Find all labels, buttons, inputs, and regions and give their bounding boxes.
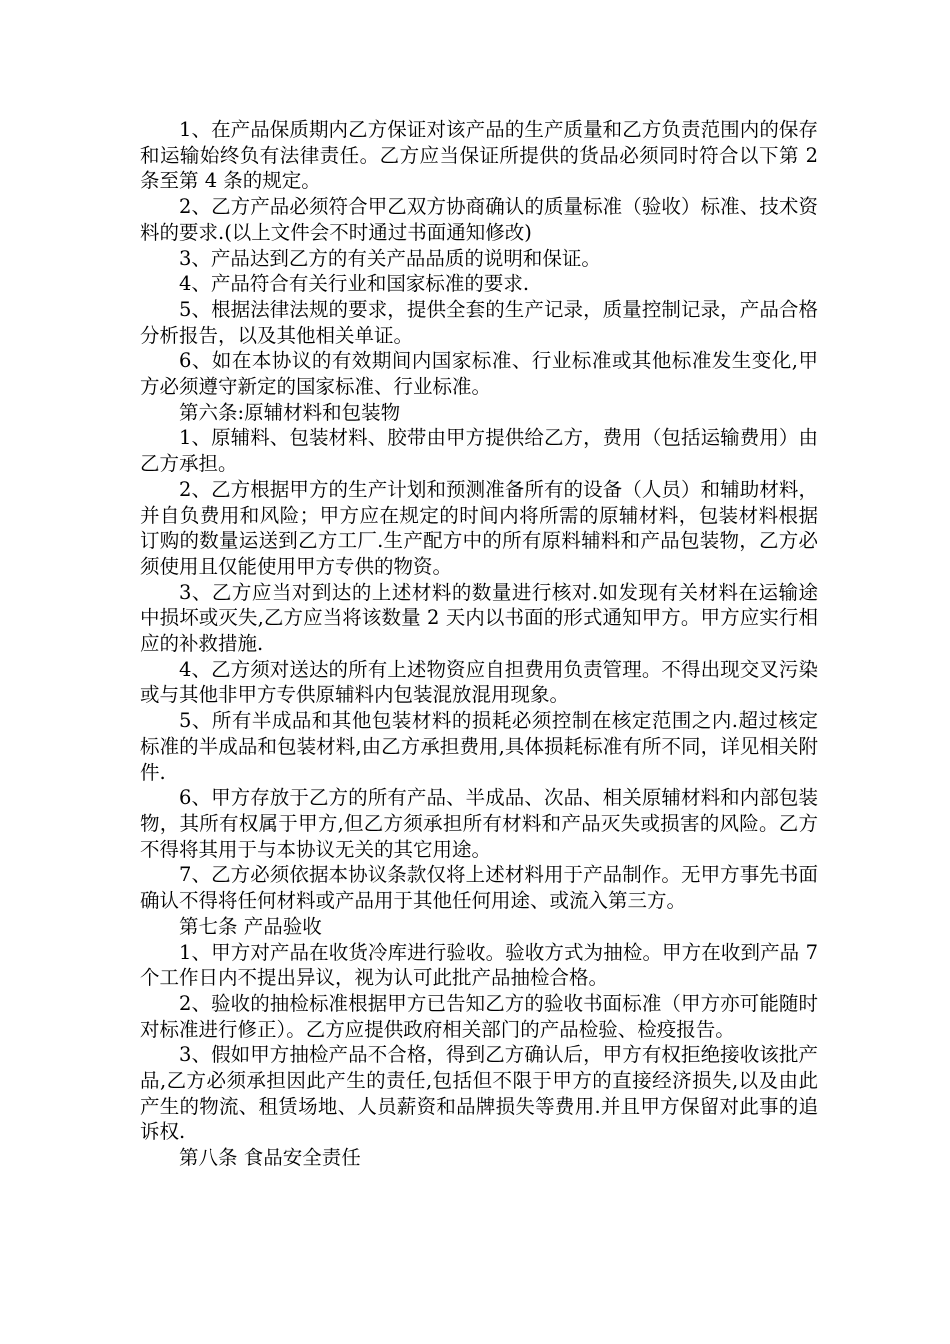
section-heading-6: 第六条:原辅材料和包装物 xyxy=(179,400,401,424)
clause-6-item-2: 2、乙方根据甲方的生产计划和预测准备所有的设备（人员）和辅助材料，并自负费用和风险；甲方应在规定的时间内将所需的原辅材料，包装材料根据订购的数量运送到乙方工厂.生产配方中的所有原料辅料和产品包装物，乙方必须使用且仅能使用甲方专供的物资。 xyxy=(140,477,818,578)
clause-7-item-2: 2、验收的抽检标准根据甲方已告知乙方的验收书面标准（甲方亦可能随时对标准进行修正）。乙方应提供政府相关部门的产品检验、检疫报告。 xyxy=(140,991,818,1041)
document-body xyxy=(140,117,818,1171)
clause-5-item-2: 2、乙方产品必须符合甲乙双方协商确认的质量标准（验收）标准、技术资料的要求.(以上文件会不时通过书面通知修改) xyxy=(140,195,818,244)
clause-5-item-6: 6、如在本协议的有效期间内国家标准、行业标准或其他标准发生变化,甲方必须遵守新定的国家标准、行业标准。 xyxy=(140,349,818,399)
clause-6-item-7: 7、乙方必须依据本协议条款仅将上述材料用于产品制作。无甲方事先书面确认不得将任何材料或产品用于其他任何用途、或流入第三方。 xyxy=(140,863,818,913)
clause-5-item-4: 4、产品符合有关行业和国家标准的要求. xyxy=(179,272,530,296)
clause-7-item-3: 3、假如甲方抽检产品不合格，得到乙方确认后，甲方有权拒绝接收该批产品,乙方必须承担因此产生的责任,包括但不限于甲方的直接经济损失,以及由此产生的物流、租赁场地、人员薪资和品牌损失等费用.并且甲方保留对此事的追诉权. xyxy=(140,1043,818,1144)
clause-6-item-3: 3、乙方应当对到达的上述材料的数量进行核对.如发现有关材料在运输途中损坏或灭失,乙方应当将该数量 2 天内以书面的形式通知甲方。甲方应实行相应的补救措施. xyxy=(140,580,818,656)
clause-6-item-5: 5、所有半成品和其他包装材料的损耗必须控制在核定范围之内.超过核定标准的半成品和包装材料,由乙方承担费用,具体损耗标准有所不同，详见相关附件. xyxy=(140,709,818,784)
clause-7-item-1: 1、甲方对产品在收货冷库进行验收。验收方式为抽检。甲方在收到产品 7 个工作日内不提出异议，视为认可此批产品抽检合格。 xyxy=(140,940,818,990)
clause-6-item-1: 1、原辅料、包装材料、胶带由甲方提供给乙方，费用（包括运输费用）由乙方承担。 xyxy=(140,426,818,476)
section-heading-8: 第八条 食品安全责任 xyxy=(179,1146,361,1170)
clause-5-item-5: 5、根据法律法规的要求，提供全套的生产记录，质量控制记录，产品合格分析报告，以及其他相关单证。 xyxy=(140,297,818,347)
clause-5-item-3: 3、产品达到乙方的有关产品品质的说明和保证。 xyxy=(179,246,601,270)
clause-6-item-4: 4、乙方须对送达的所有上述物资应自担费用负责管理。不得出现交叉污染或与其他非甲方专供原辅料内包装混放混用现象。 xyxy=(140,657,818,707)
clause-6-item-6: 6、甲方存放于乙方的所有产品、半成品、次品、相关原辅材料和内部包装物，其所有权属于甲方,但乙方须承担所有材料和产品灭失或损害的风险。乙方不得将其用于与本协议无关的其它用途。 xyxy=(140,786,818,861)
clause-5-item-1: 1、在产品保质期内乙方保证对该产品的生产质量和乙方负责范围内的保存和运输始终负有法律责任。乙方应当保证所提供的货品必须同时符合以下第 2 条至第 4 条的规定。 xyxy=(140,118,818,193)
section-heading-7: 第七条 产品验收 xyxy=(179,914,322,938)
